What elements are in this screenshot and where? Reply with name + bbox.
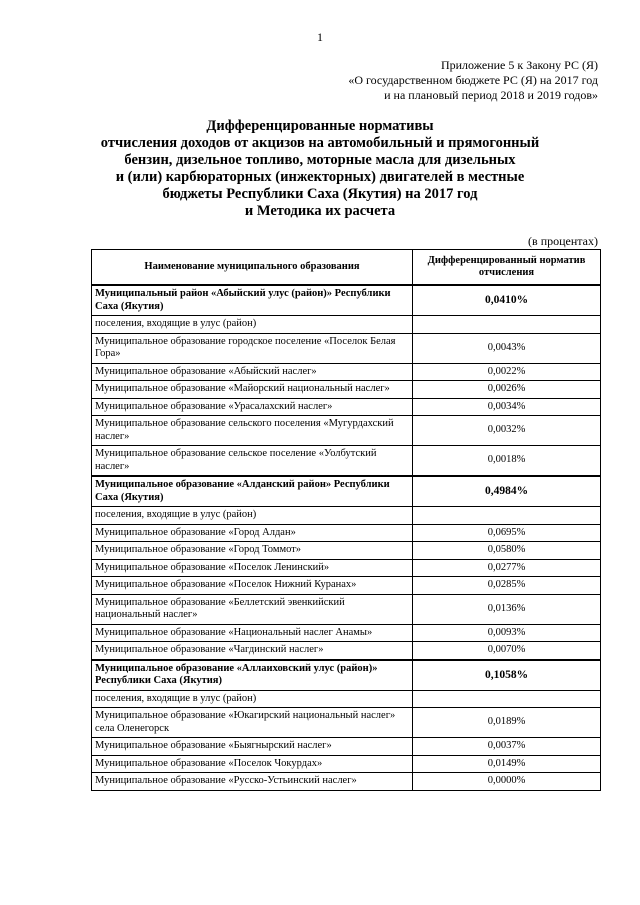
- table-row: [92, 594, 601, 624]
- municipality-name: Муниципальное образование «Абыйский наслег»: [92, 363, 413, 381]
- norms-table: [91, 249, 601, 791]
- municipality-name: Муниципальное образование «Город Томмот»: [92, 542, 413, 560]
- appendix-reference: [348, 58, 598, 103]
- district-row: [92, 285, 601, 316]
- district-row: [92, 476, 601, 507]
- table-row: [92, 773, 601, 791]
- table-body: [92, 285, 601, 790]
- municipality-name: Муниципальное образование «Национальный наслег Анамы»: [92, 624, 413, 642]
- table-row: [92, 524, 601, 542]
- municipality-name: Муниципальное образование «Русско-Устьинский наслег»: [92, 773, 413, 791]
- appendix-line-3: и на плановый период 2018 и 2019 годов»: [384, 88, 598, 102]
- norm-value: 0,0149%: [413, 755, 601, 773]
- municipality-name: поселения, входящие в улус (район): [92, 690, 413, 708]
- norm-value: 0,0018%: [413, 446, 601, 477]
- table-row: [92, 333, 601, 363]
- norm-value: 0,0043%: [413, 333, 601, 363]
- municipality-name: Муниципальное образование «Поселок Ленинский»: [92, 559, 413, 577]
- table-row: [92, 624, 601, 642]
- appendix-line-1: Приложение 5 к Закону РС (Я): [440, 58, 598, 72]
- district-row: [92, 660, 601, 691]
- norm-value: 0,0070%: [413, 642, 601, 660]
- document-title: [0, 118, 640, 220]
- norm-value: 0,0026%: [413, 381, 601, 399]
- norm-value: 0,0277%: [413, 559, 601, 577]
- units-note: (в процентах): [528, 234, 598, 248]
- municipality-name: поселения, входящие в улус (район): [92, 507, 413, 525]
- subheader-row: [92, 690, 601, 708]
- norm-value: 0,0285%: [413, 577, 601, 595]
- municipality-name: Муниципальное образование «Юкагирский национальный наслег» села Оленегорск: [92, 708, 413, 738]
- norm-value: 0,4984%: [413, 476, 601, 507]
- appendix-line-2: «О государственном бюджете РС (Я) на 2017 год: [348, 73, 598, 87]
- norm-value: 0,0410%: [413, 285, 601, 316]
- norm-value: [413, 690, 601, 708]
- municipality-name: Муниципальное образование «Поселок Чокурдах»: [92, 755, 413, 773]
- title-line-4: и (или) карбюраторных (инжекторных) двигателей в местные: [115, 169, 525, 185]
- title-line-6: и Методика их расчета: [244, 203, 396, 219]
- subheader-row: [92, 316, 601, 334]
- municipality-name: Муниципальное образование городское поселение «Поселок Белая Гора»: [92, 333, 413, 363]
- table-row: [92, 577, 601, 595]
- norm-value: [413, 507, 601, 525]
- table-row: [92, 363, 601, 381]
- norm-value: 0,0037%: [413, 738, 601, 756]
- table-row: [92, 738, 601, 756]
- norm-value: [413, 316, 601, 334]
- municipality-name: Муниципальное образование «Город Алдан»: [92, 524, 413, 542]
- table-row: [92, 446, 601, 477]
- norm-value: 0,0000%: [413, 773, 601, 791]
- norm-value: 0,1058%: [413, 660, 601, 691]
- norm-value: 0,0034%: [413, 398, 601, 416]
- norm-value: 0,0580%: [413, 542, 601, 560]
- table-row: [92, 559, 601, 577]
- table-row: [92, 708, 601, 738]
- municipality-name: Муниципальное образование «Аллаиховский улус (район)» Республики Саха (Якутия): [92, 660, 413, 691]
- municipality-name: Муниципальное образование «Майорский национальный наслег»: [92, 381, 413, 399]
- table-row: [92, 642, 601, 660]
- table-row: [92, 381, 601, 399]
- norm-value: 0,0136%: [413, 594, 601, 624]
- municipality-name: Муниципальное образование «Поселок Нижний Куранах»: [92, 577, 413, 595]
- municipality-name: Муниципальное образование «Алданский район» Республики Саха (Якутия): [92, 476, 413, 507]
- municipality-name: поселения, входящие в улус (район): [92, 316, 413, 334]
- header-name: Наименование муниципального образования: [92, 250, 413, 286]
- municipality-name: Муниципальное образование «Беллетский эвенкийский национальный наслег»: [92, 594, 413, 624]
- table-row: [92, 755, 601, 773]
- title-line-2: отчисления доходов от акцизов на автомобильный и прямогонный: [100, 135, 540, 151]
- page-number: 1: [317, 30, 323, 44]
- norm-value: 0,0093%: [413, 624, 601, 642]
- municipality-name: Муниципальное образование «Урасалахский наслег»: [92, 398, 413, 416]
- title-line-5: бюджеты Республики Саха (Якутия) на 2017 год: [162, 186, 478, 202]
- table-row: [92, 416, 601, 446]
- municipality-name: Муниципальное образование сельское поселение «Уолбутский наслег»: [92, 446, 413, 477]
- norm-value: 0,0022%: [413, 363, 601, 381]
- title-line-1: Дифференцированные нормативы: [206, 118, 434, 134]
- municipality-name: Муниципальное образование «Быягнырский наслег»: [92, 738, 413, 756]
- subheader-row: [92, 507, 601, 525]
- norm-value: 0,0189%: [413, 708, 601, 738]
- municipality-name: Муниципальный район «Абыйский улус (район)» Республики Саха (Якутия): [92, 285, 413, 316]
- table-row: [92, 398, 601, 416]
- table-header-row: [92, 250, 601, 286]
- table-row: [92, 542, 601, 560]
- title-line-3: бензин, дизельное топливо, моторные масла для дизельных: [124, 152, 516, 168]
- header-norm: Дифференцированный норматив отчисления: [413, 250, 601, 286]
- norm-value: 0,0695%: [413, 524, 601, 542]
- municipality-name: Муниципальное образование сельского поселения «Мугурдахский наслег»: [92, 416, 413, 446]
- municipality-name: Муниципальное образование «Чагдинский наслег»: [92, 642, 413, 660]
- norm-value: 0,0032%: [413, 416, 601, 446]
